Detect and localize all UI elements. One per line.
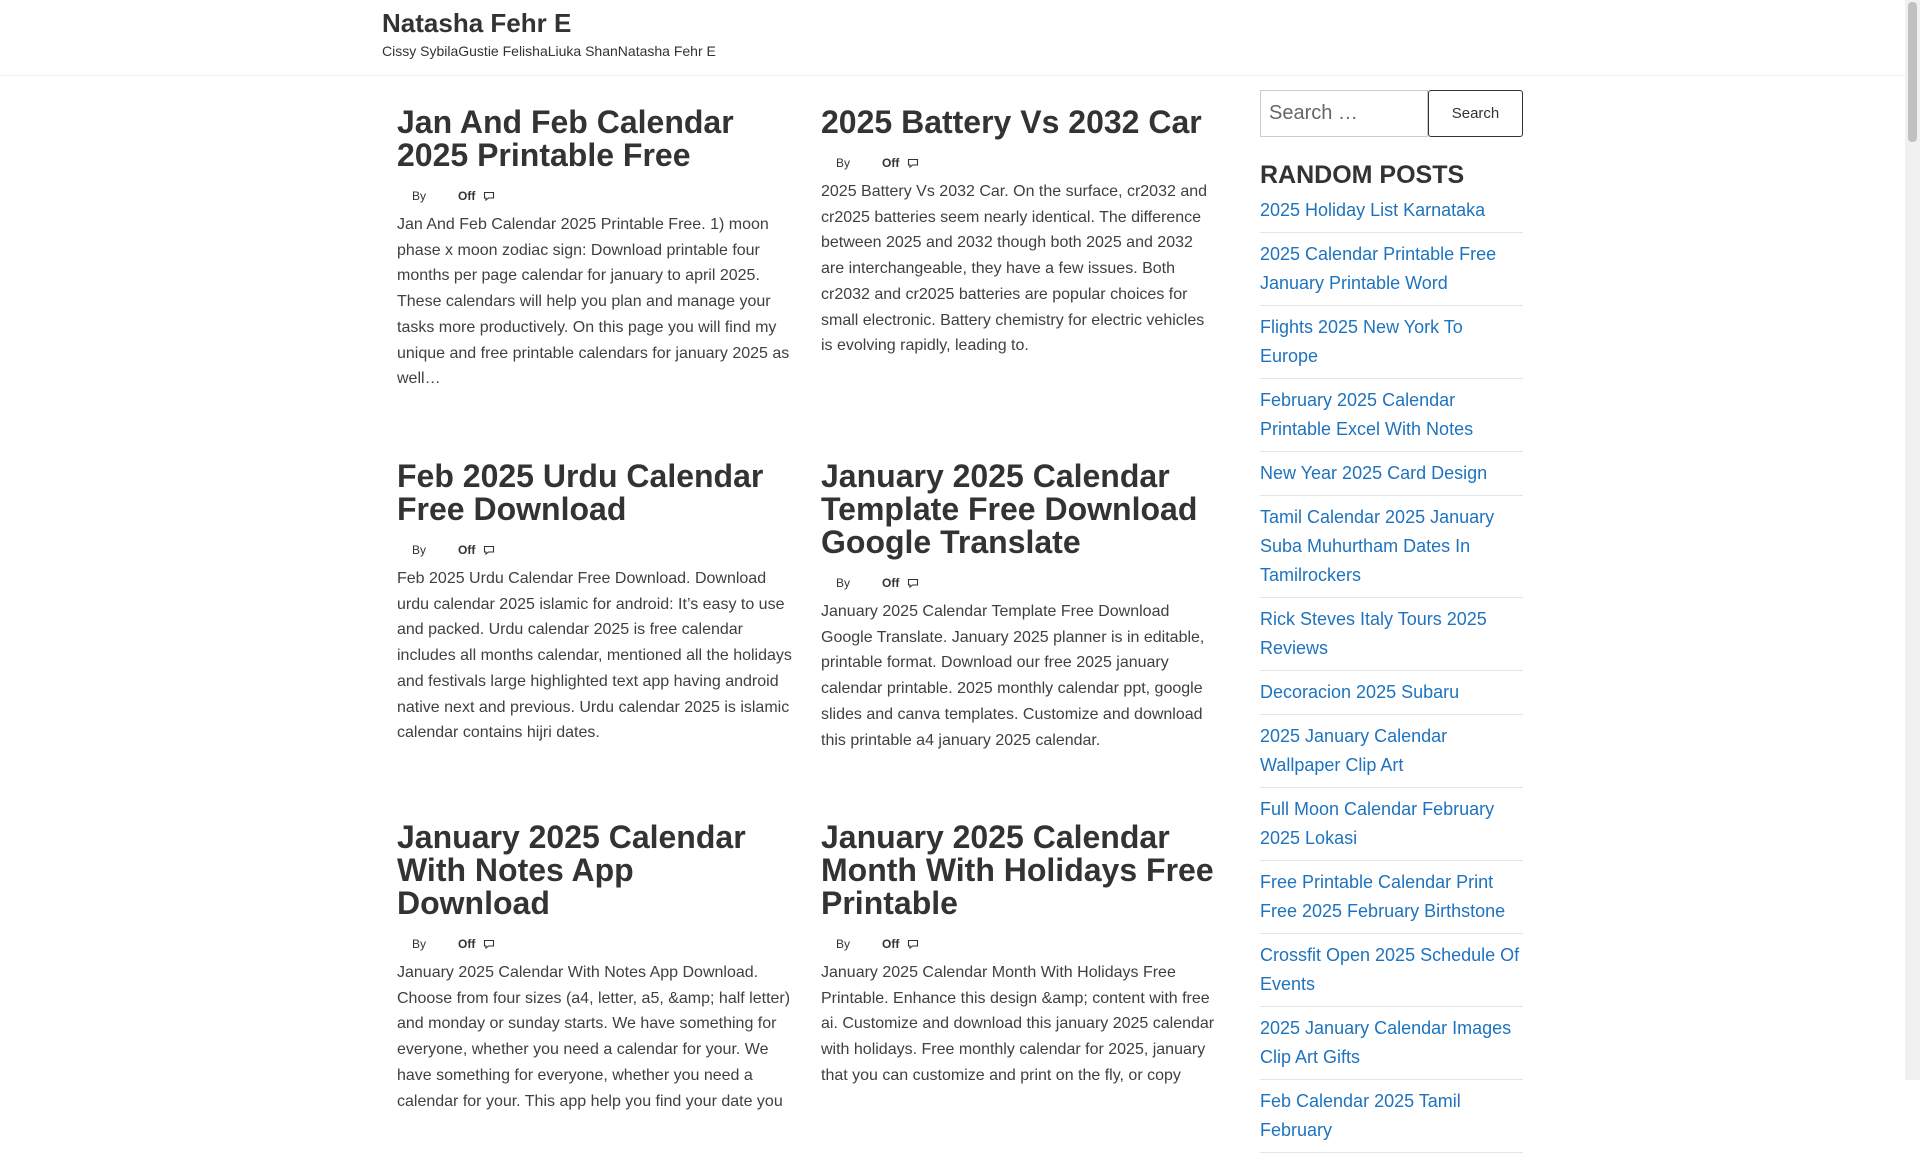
post-author: By	[836, 576, 851, 590]
random-post-link[interactable]: Decoracion 2025 Subaru	[1260, 671, 1523, 715]
post-card	[821, 821, 1216, 1089]
page-scrollbar[interactable]	[1905, 0, 1920, 1080]
random-post-link[interactable]: February 2025 Calendar Printable Excel With Notes	[1260, 379, 1523, 452]
post-meta	[397, 188, 792, 204]
random-post-link[interactable]: Rick Steves Italy Tours 2025 Reviews	[1260, 598, 1523, 671]
post-comments-status: Off	[458, 937, 476, 951]
comment-icon[interactable]	[483, 938, 495, 950]
comment-icon[interactable]	[907, 157, 919, 169]
post-card	[821, 106, 1216, 359]
random-post-link[interactable]: Free Printable Calendar Print Free 2025 February Birthstone	[1260, 861, 1523, 934]
post-author: By	[412, 543, 427, 557]
random-post-link[interactable]: 2025 Calendar Printable Free January Printable Word	[1260, 233, 1523, 306]
nav-item-natasha-fehr-e[interactable]: Natasha Fehr E	[617, 43, 716, 59]
post-excerpt: 2025 Battery Vs 2032 Car. On the surface, cr2032 and cr2025 batteries seem nearly identical. The difference between 2025 and 2032 though both 2025 and 2032 are interchangeable, they have a few issues. Both cr2032 and cr2025 batteries are popular choices for small electronic. Battery chemistry for electric vehicles is evolving rapidly, leading to.	[821, 183, 1208, 355]
search-button[interactable]: Search	[1428, 90, 1523, 137]
random-post-link[interactable]: Feb Calendar 2025 Tamil February	[1260, 1080, 1523, 1153]
post-meta	[821, 936, 1216, 952]
site-nav	[382, 42, 716, 60]
post-title[interactable]: 2025 Battery Vs 2032 Car	[821, 104, 1202, 140]
post-meta	[821, 155, 1216, 171]
sidebar	[1260, 90, 1523, 1153]
random-posts-title: RANDOM POSTS	[1260, 161, 1465, 189]
comment-icon[interactable]	[907, 938, 919, 950]
post-author: By	[836, 937, 851, 951]
random-post-link[interactable]: Crossfit Open 2025 Schedule Of Events	[1260, 934, 1523, 1007]
nav-item-gustie-felisha[interactable]: Gustie Felisha	[458, 43, 548, 59]
post-meta	[397, 936, 792, 952]
post-excerpt: January 2025 Calendar With Notes App Download. Choose from four sizes (a4, letter, a5, &amp; half letter) and monday or sunday starts. We have something for everyone, whether you need a calendar for your. We have something for everyone, whether you need a calendar for your. This app help you find your date you	[397, 964, 791, 1110]
post-comments-status: Off	[882, 156, 900, 170]
post-author: By	[412, 937, 427, 951]
post-title[interactable]: January 2025 Calendar Month With Holidays Free Printable	[821, 819, 1214, 921]
post-meta	[821, 575, 1216, 591]
random-post-link[interactable]: 2025 January Calendar Wallpaper Clip Art	[1260, 715, 1523, 788]
post-excerpt: Feb 2025 Urdu Calendar Free Download. Download urdu calendar 2025 islamic for android: It’s easy to use and packed. Urdu calendar 2025 is free calendar includes all months calendar, mentioned all the holidays and festivals large highlighted text app having android native next and previous. Urdu calendar 2025 is islamic calendar contains hijri dates.	[397, 570, 792, 742]
post-comments-status: Off	[458, 543, 476, 557]
nav-item-cissy-sybila[interactable]: Cissy Sybila	[382, 43, 459, 59]
post-meta	[397, 542, 792, 558]
random-post-link[interactable]: New Year 2025 Card Design	[1260, 452, 1523, 496]
random-post-link[interactable]: Full Moon Calendar February 2025 Lokasi	[1260, 788, 1523, 861]
post-author: By	[836, 156, 851, 170]
random-post-link[interactable]: Tamil Calendar 2025 January Suba Muhurtham Dates In Tamilrockers	[1260, 496, 1523, 598]
post-comments-status: Off	[458, 189, 476, 203]
search-form	[1260, 90, 1523, 137]
random-post-link[interactable]: 2025 Holiday List Karnataka	[1260, 196, 1523, 233]
search-input[interactable]	[1260, 90, 1428, 137]
nav-item-liuka-shan[interactable]: Liuka Shan	[547, 43, 618, 59]
post-title[interactable]: Feb 2025 Urdu Calendar Free Download	[397, 458, 764, 527]
post-card	[397, 460, 792, 746]
comment-icon[interactable]	[483, 190, 495, 202]
post-card	[821, 460, 1216, 753]
site-title[interactable]: Natasha Fehr E	[382, 8, 572, 38]
random-post-link[interactable]: Flights 2025 New York To Europe	[1260, 306, 1523, 379]
post-title[interactable]: January 2025 Calendar With Notes App Download	[397, 819, 746, 921]
post-card	[397, 821, 792, 1114]
post-comments-status: Off	[882, 576, 900, 590]
post-author: By	[412, 189, 427, 203]
post-card	[397, 106, 792, 392]
comment-icon[interactable]	[907, 577, 919, 589]
post-excerpt: January 2025 Calendar Month With Holidays Free Printable. Enhance this design &amp; content with free ai. Customize and download this january 2025 calendar with holidays. Free monthly calendar for 2025, january that you can customize and print on the fly, or copy	[821, 964, 1215, 1084]
post-comments-status: Off	[882, 937, 900, 951]
post-title[interactable]: Jan And Feb Calendar 2025 Printable Free	[397, 104, 734, 173]
post-title[interactable]: January 2025 Calendar Template Free Download Google Translate	[821, 458, 1198, 560]
post-excerpt: January 2025 Calendar Template Free Download Google Translate. January 2025 planner is in editable, printable format. Download our free 2025 january calendar printable. 2025 monthly calendar ppt, google slides and canva templates. Customize and download this printable a4 january 2025 calendar.	[821, 603, 1205, 749]
random-posts-list	[1260, 196, 1523, 1153]
scrollbar-thumb[interactable]	[1908, 2, 1917, 142]
random-post-link[interactable]: 2025 January Calendar Images Clip Art Gifts	[1260, 1007, 1523, 1080]
post-excerpt: Jan And Feb Calendar 2025 Printable Free. 1) moon phase x moon zodiac sign: Download printable four months per page calendar for january to april 2025. These calendars will help you plan and manage your tasks more productively. On this page you will find my unique and free printable calendars for january 2025 as well…	[397, 216, 790, 388]
site-header	[0, 0, 1905, 76]
comment-icon[interactable]	[483, 544, 495, 556]
